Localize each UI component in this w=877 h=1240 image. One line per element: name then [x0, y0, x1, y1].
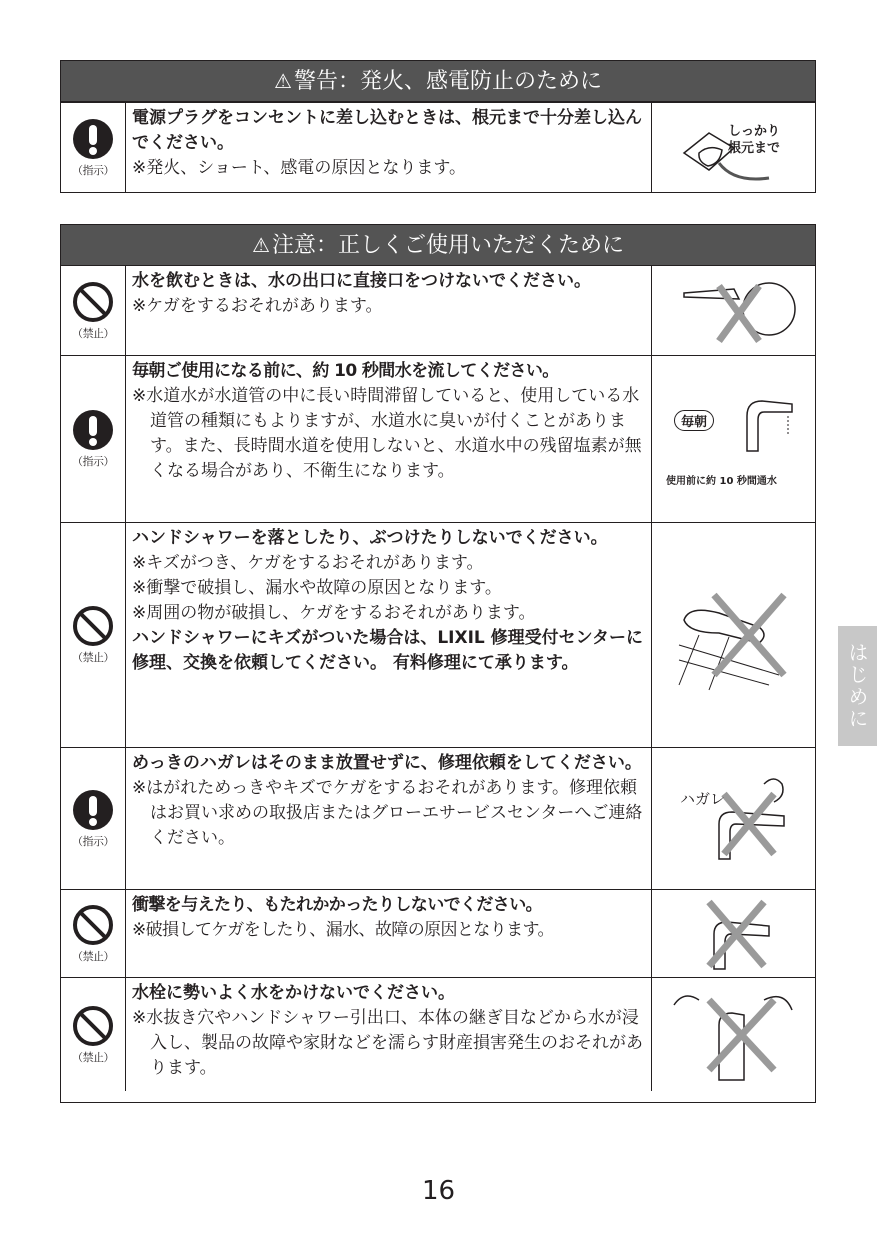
row-note-2: ※衝撃で破損し、漏水や故障の原因となります。 [132, 578, 502, 598]
drinking-illustration [652, 266, 815, 355]
plating-label: ハガレ [680, 790, 726, 808]
icon-caption: （禁止） [72, 949, 114, 963]
instruction-icon-cell [61, 103, 126, 193]
row-bold-text: ハンドシャワーを落としたり、ぶつけたりしないでください。 [132, 528, 608, 548]
faucet-impact-icon [674, 894, 794, 974]
plating-illustration [652, 748, 815, 889]
warning-bold-text: 電源プラグをコンセントに差し込むときは、根元まで十分差し込んでください。 [132, 108, 642, 153]
row-bold-text: めっきのハガレはそのまま放置せずに、修理依頼をしてください。 [132, 753, 642, 773]
prohibition-icon [72, 1005, 114, 1047]
row-bold-text: 衝撃を与えたり、もたれかかったりしないでください。 [132, 895, 542, 915]
impact-illustration [652, 890, 815, 977]
warning-row [61, 102, 815, 193]
warning-table [60, 60, 816, 193]
icon-caption: （指示） [72, 164, 114, 177]
face-faucet-icon [664, 271, 804, 351]
row-note-1: ※キズがつき、ケガをするおそれがあります。 [132, 553, 484, 573]
row-note: ※水道水が水道管の中に長い時間滞留していると、使用している水道管の種類にもよりますが、水道水に臭いが付くことがあります。また、長時間水道を使用しないと、水道水中の残留塩素が無くなる場合があり、不衛生になります。 [132, 386, 642, 481]
caution-header: ⚠注意：正しくご使用いただくために [61, 225, 815, 266]
plug-label-2: 根元まで [728, 141, 781, 156]
instruction-icon [72, 409, 114, 451]
row-bold-text: 水栓に勢いよく水をかけないでください。 [132, 983, 455, 1003]
row-note: ※破損してケガをしたり、漏水、故障の原因となります。 [132, 920, 554, 940]
warning-text [126, 103, 652, 193]
prohibition-icon [72, 605, 114, 647]
warning-note: ※発火、ショート、感電の原因となります。 [132, 158, 467, 178]
row-bold-text-2: ハンドシャワーにキズがついた場合は、LIXIL 修理受付センターに修理、交換を依頼してください。 有料修理にて承ります。 [132, 628, 643, 673]
caution-table [60, 224, 816, 1103]
plug-illustration [652, 103, 815, 193]
row-bold-text: 毎朝ご使用になる前に、約 10 秒間水を流してください。 [132, 361, 559, 381]
caution-row-hand-shower [61, 522, 815, 747]
page-number: 16 [421, 1176, 456, 1206]
row-note-3: ※周囲の物が破損し、ケガをするおそれがあります。 [132, 603, 536, 623]
row-note: ※水抜き穴やハンドシャワー引出口、本体の継ぎ目などから水が浸入し、製品の故障や家財などを濡らす財産損害発生のおそれがあります。 [132, 1008, 643, 1078]
icon-caption: （指示） [72, 455, 114, 468]
caution-row-plating [61, 747, 815, 889]
caution-row-impact [61, 889, 815, 977]
faucet-spray-icon [664, 985, 804, 1085]
spray-illustration [652, 978, 815, 1091]
morning-caption: 使用前に約 10 秒間通水 [666, 476, 777, 487]
caution-row-water-spray [61, 977, 815, 1091]
prohibition-icon [72, 281, 114, 323]
warning-triangle-icon: ⚠ [274, 69, 292, 93]
icon-caption: （指示） [72, 834, 114, 848]
faucet-icon [732, 396, 802, 456]
caution-row-drink [61, 266, 815, 355]
instruction-icon [72, 118, 114, 160]
row-note: ※ケガをするおそれがあります。 [132, 296, 383, 316]
plug-label-1: しっかり [728, 124, 781, 139]
morning-illustration [652, 356, 815, 522]
row-note: ※はがれためっきやキズでケガをするおそれがあります。修理依頼はお買い求めの取扱店またはグローエサービスセンターへご連絡ください。 [132, 778, 643, 848]
faucet-hand-icon [664, 764, 804, 874]
shower-drop-illustration [652, 523, 815, 747]
morning-badge: 毎朝 [674, 410, 714, 431]
icon-caption: （禁止） [72, 326, 114, 340]
row-bold-text: 水を飲むときは、水の出口に直接口をつけないでください。 [132, 271, 591, 291]
icon-caption: （禁止） [72, 1050, 114, 1064]
hand-shower-icon [659, 575, 809, 695]
instruction-icon [72, 789, 114, 831]
icon-caption: （禁止） [72, 651, 114, 664]
caution-triangle-icon: ⚠ [252, 233, 270, 257]
caution-row-morning [61, 355, 815, 522]
prohibition-icon [72, 904, 114, 946]
warning-header: ⚠警告：発火、感電防止のために [61, 61, 815, 102]
section-tab: はじめに [838, 626, 877, 746]
